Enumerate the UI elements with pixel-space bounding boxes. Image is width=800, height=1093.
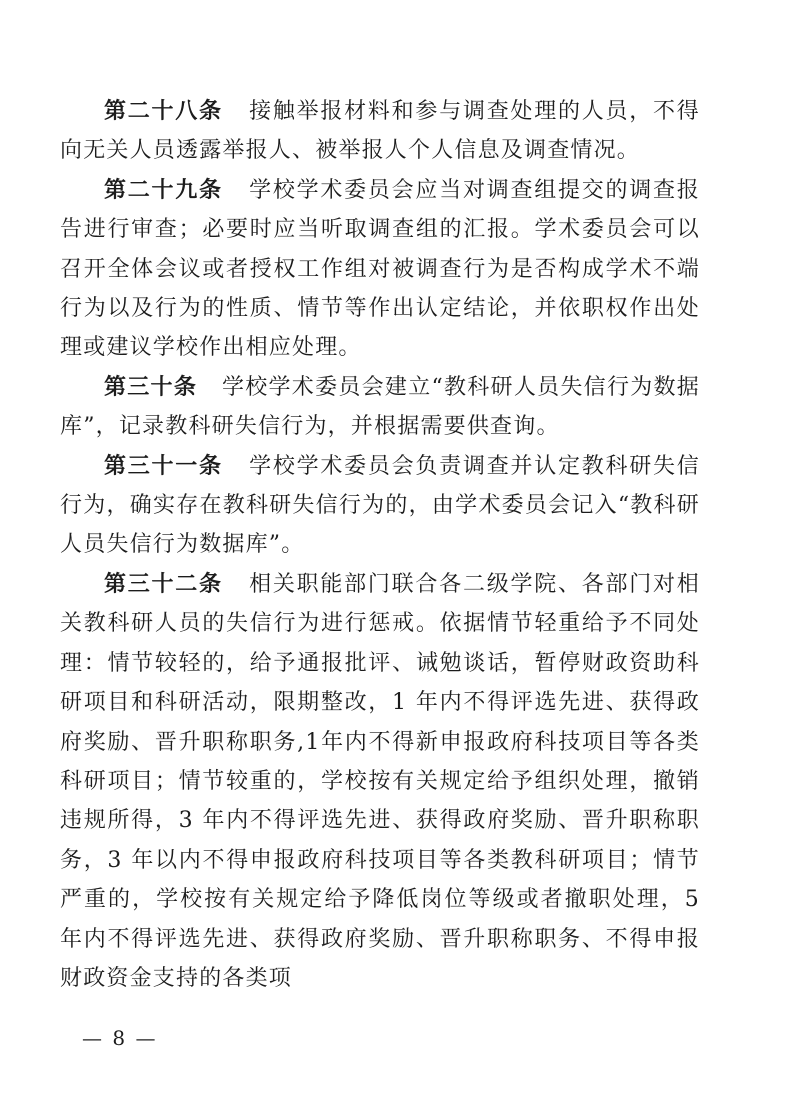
article-28 [60,92,700,171]
article-30 [60,368,700,447]
article-spacer [232,178,241,203]
article-number: 第二十八条 [104,99,223,124]
article-spacer [232,572,241,597]
article-text: 相关职能部门联合各二级学院、各部门对相关教科研人员的失信行为进行惩戒。依据情节轻重给予不同处理：情节较轻的，给予通报批评、诫勉谈话，暂停财政资助科研项目和科研活动，限期整改，1 年内不得评选先进、获得政府奖励、晋升职称职务,1年内不得新申报政府科技项目等各类科研项目；情节较重的，学校按有关规定给予组织处理，撤销违规所得，3 年内不得评选先进、获得政府奖励、晋升职称职务，3 年以内不得申报政府科技项目等各类教科研项目；情节严重的，学校按有关规定给予降低岗位等级或者撤职处理，5 年内不得评选先进、获得政府奖励、晋升职称职务、不得申报财政资金支持的各类项 [60,571,700,991]
article-spacer [205,375,213,400]
article-text: 接触举报材料和参与调查处理的人员，不得向无关人员透露举报人、被举报人个人信息及调查情况。 [60,99,700,164]
page-number: — 8 — [82,1026,158,1050]
article-32 [60,565,700,998]
article-spacer [232,99,241,124]
article-text: 学校学术委员会负责调查并认定教科研失信行为，确实存在教科研失信行为的，由学术委员会记入“教科研人员失信行为数据库”。 [60,453,700,558]
article-31 [60,447,700,565]
article-number: 第三十条 [104,374,198,400]
article-number: 第二十九条 [104,177,223,203]
article-text: 学校学术委员会建立“教科研人员失信行为数据库”，记录教科研失信行为，并根据需要供查询。 [60,374,700,440]
article-text: 学校学术委员会应当对调查组提交的调查报告进行审查；必要时应当听取调查组的汇报。学术委员会可以召开全体会议或者授权工作组对被调查行为是否构成学术不端行为以及行为的性质、情节等作出认定结论，并依职权作出处理或建议学校作出相应处理。 [60,177,700,361]
article-29 [60,171,700,368]
document-body [60,92,700,998]
article-spacer [232,454,241,479]
article-number: 第三十二条 [104,571,223,597]
article-number: 第三十一条 [104,453,223,479]
